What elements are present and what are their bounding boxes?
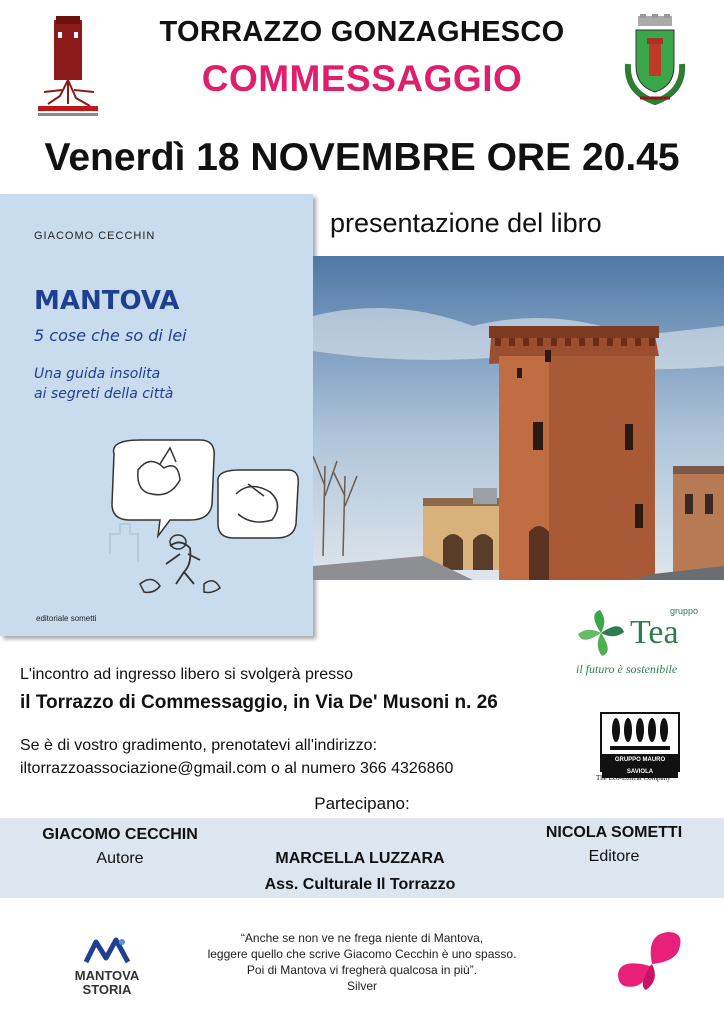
participant-role: Ass. Culturale Il Torrazzo (264, 876, 456, 893)
participant-publisher (514, 824, 714, 866)
tea-logo (570, 604, 710, 684)
mantova-storia-line1: MANTOVA (74, 968, 140, 983)
town-title: COMMESSAGGIO (201, 58, 523, 99)
participant-role: Editore (588, 848, 640, 865)
book-quote: “Anche se non ve ne frega niente di Mantova, leggere quello che scrive Giacomo Cecchin è uno spasso. Poi di Mantova vi fregherà qualcosa in più”. Silver (180, 930, 544, 994)
butterfly-icon (616, 930, 686, 992)
mantova-storia-logo (62, 936, 152, 997)
tea-slogan: il futuro è sostenibile (576, 662, 678, 676)
torrazzo-association-logo (30, 12, 106, 122)
info-booking: Se è di vostro gradimento, prenotatevi all'indirizzo: (20, 737, 378, 754)
commessaggio-coat-of-arms (620, 14, 690, 110)
book-cartoon-illustration (100, 434, 310, 604)
participant-name: GIACOMO CECCHIN (42, 826, 198, 843)
tea-leaves-icon (578, 610, 624, 656)
participant-association (220, 850, 500, 894)
info-entry-free: L'incontro ad ingresso libero si svolgerà presso (20, 666, 354, 683)
mantova-storia-icon (82, 936, 132, 964)
venue-title: TORRAZZO GONZAGHESCO (159, 16, 565, 48)
saviola-logo (596, 712, 686, 786)
event-subtitle: presentazione del libro (330, 208, 602, 238)
participant-role: Autore (96, 850, 144, 867)
tea-small-label: gruppo (670, 606, 699, 616)
book-subtitle: 5 cose che so di lei (34, 326, 187, 345)
saviola-tagline: The Eco-Ethical Company (596, 774, 671, 782)
tower-photo (313, 256, 724, 580)
info-venue-address: il Torrazzo di Commessaggio, in Via De' Musoni n. 26 (20, 692, 498, 713)
tea-brand: Tea (630, 614, 679, 651)
quote-signature: Silver (346, 979, 377, 993)
saviola-name: GRUPPO MAURO SAVIOLA (602, 754, 678, 778)
book-title: MANTOVA (34, 286, 180, 316)
book-author: GIACOMO CECCHIN (34, 230, 156, 242)
book-description: Una guida insolita ai segreti della città (34, 366, 174, 402)
participants-heading: Partecipano: (314, 794, 410, 813)
mantova-storia-line2: STORIA (82, 982, 132, 997)
book-publisher: editoriale sometti (36, 614, 97, 623)
book-cover (0, 194, 313, 636)
participant-author (20, 826, 220, 868)
info-contacts: iltorrazzoassociazione@gmail.com o al numero 366 4326860 (20, 760, 454, 777)
event-date: Venerdì 18 NOVEMBRE ORE 20.45 (44, 136, 680, 179)
participant-name: NICOLA SOMETTI (545, 824, 683, 841)
cypress-trees-icon (610, 718, 670, 752)
participant-name: MARCELLA LUZZARA (275, 850, 445, 867)
